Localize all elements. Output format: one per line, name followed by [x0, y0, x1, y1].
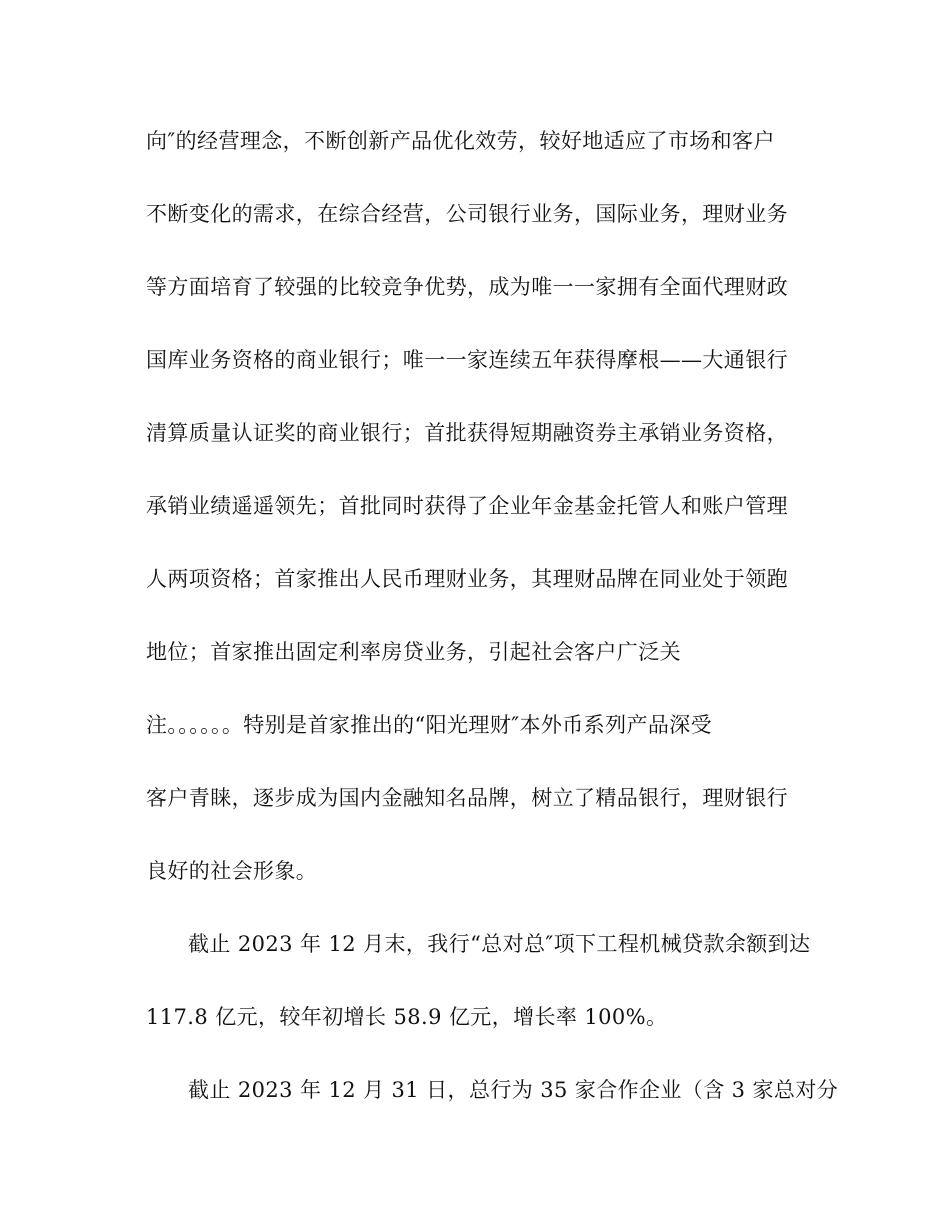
text-line: 客户青睐，逐步成为国内金融知名品牌，树立了精品银行，理财银行 [146, 786, 788, 810]
text-line: 国库业务资格的商业银行；唯一一家连续五年获得摩根——大通银行 [146, 348, 788, 372]
text-line: 地位；首家推出固定利率房贷业务，引起社会客户广泛关 [146, 640, 681, 664]
text-line: 良好的社会形象。 [146, 859, 318, 883]
text-line: 向″的经营理念，不断创新产品优化效劳，较好地适应了市场和客户 [146, 129, 775, 153]
text-line: 人两项资格；首家推出人民币理财业务，其理财品牌在同业处于领跑 [146, 567, 788, 591]
paragraph-first-line: 截止 2023 年 12 月 31 日，总行为 35 家合作企业（含 3 家总对分 [188, 1078, 839, 1102]
text-line: 清算质量认证奖的商业银行；首批获得短期融资券主承销业务资格， [146, 421, 788, 445]
text-line: 承销业绩遥遥领先；首批同时获得了企业年金基金托管人和账户管理 [146, 494, 788, 518]
text-line: 等方面培育了较强的比较竞争优势，成为唯一一家拥有全面代理财政 [146, 275, 788, 299]
text-line: 注。。。。。。特别是首家推出的“阳光理财″本外币系列产品深受 [146, 713, 713, 737]
paragraph-first-line: 截止 2023 年 12 月末，我行“总对总″项下工程机械贷款余额到达 [188, 932, 811, 956]
text-line: 117.8 亿元，较年初增长 58.9 亿元，增长率 100%。 [146, 1005, 668, 1029]
text-line: 不断变化的需求，在综合经营，公司银行业务，国际业务，理财业务 [146, 202, 788, 226]
